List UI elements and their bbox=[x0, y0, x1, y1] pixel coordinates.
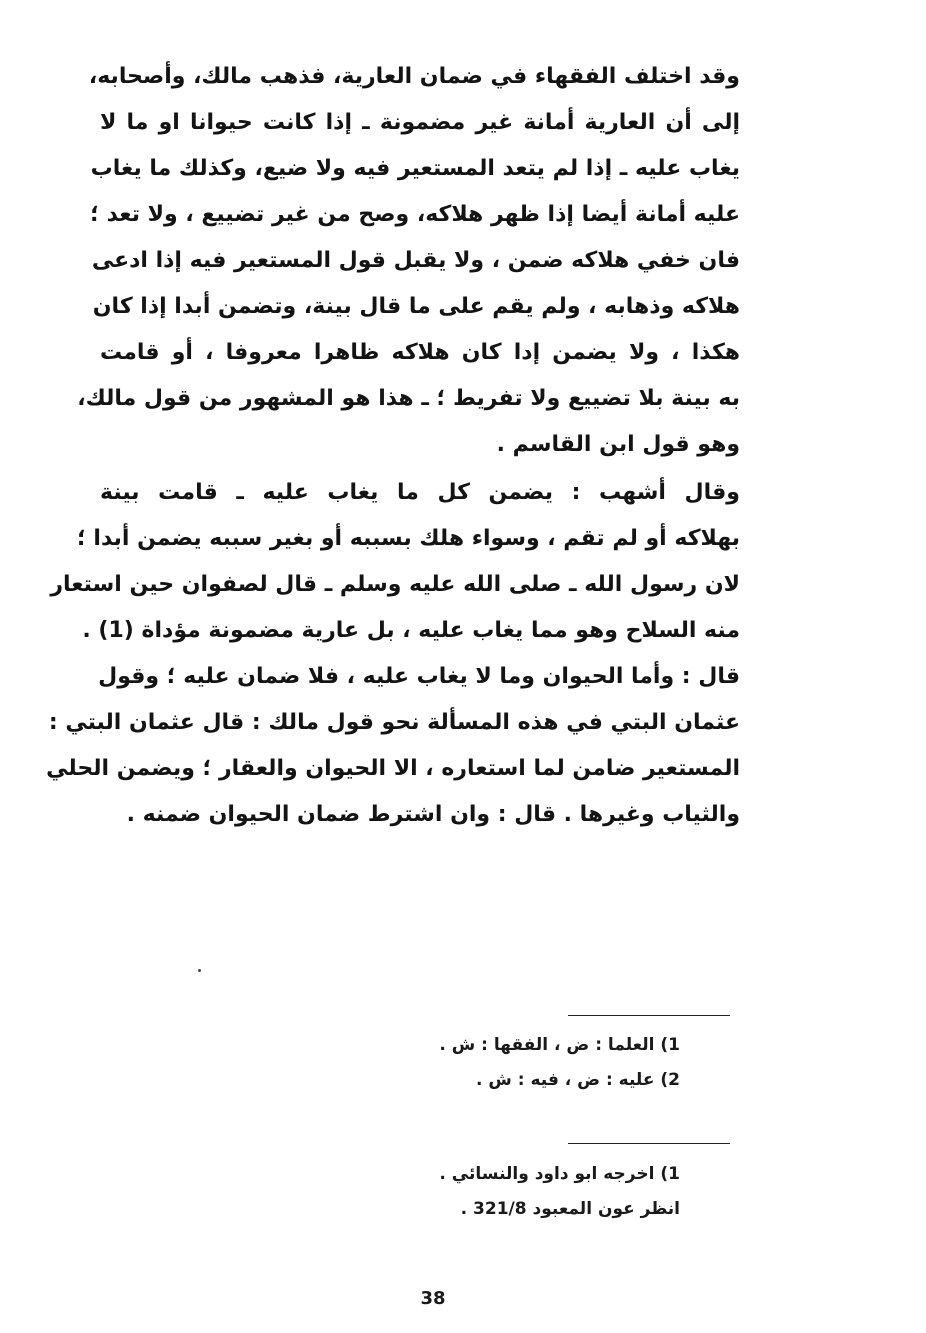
main-paragraph-1 bbox=[77, 54, 740, 468]
text-line: هكذا ، ولا يضمن إدا كان هلاكه ظاهرا معروفا ، أو قامت bbox=[100, 340, 740, 365]
text-line: لان رسول الله ـ صلى الله عليه وسلم ـ قال لصفوان حين استعار bbox=[50, 572, 740, 597]
text-line: إلى أن العارية أمانة غير مضمونة ـ إذا كانت حيوانا او ما لا bbox=[100, 110, 740, 135]
text-line: وهو قول ابن القاسم . bbox=[496, 432, 740, 457]
text-line: وقد اختلف الفقهاء في ضمان العارية، فذهب مالك، وأصحابه، bbox=[88, 64, 740, 89]
footnote-divider-sources bbox=[568, 1143, 730, 1144]
footnote-item: 2) عليه : ض ، فيه : ش . bbox=[476, 1070, 680, 1090]
text-line: هلاكه وذهابه ، ولم يقم على ما قال بينة، وتضمن أبدا إذا كان bbox=[92, 294, 740, 319]
main-paragraph-2 bbox=[46, 470, 740, 838]
text-line: منه السلاح وهو مما يغاب عليه ، بل عارية مضمونة مؤداة (1) . bbox=[82, 618, 740, 643]
text-line: والثياب وغيرها . قال : وان اشترط ضمان الحيوان ضمنه . bbox=[126, 802, 740, 827]
text-line: قال : وأما الحيوان وما لا يغاب عليه ، فلا ضمان عليه ؛ وقول bbox=[98, 664, 740, 689]
text-line: بهلاكه أو لم تقم ، وسواء هلك بسببه أو بغير سببه يضمن أبدا ؛ bbox=[76, 526, 740, 551]
scan-speck bbox=[198, 969, 201, 972]
text-line: المستعير ضامن لما استعاره ، الا الحيوان والعقار ؛ ويضمن الحلي bbox=[46, 756, 740, 781]
page-number: 38 bbox=[420, 1288, 446, 1309]
text-line: فان خفي هلاكه ضمن ، ولا يقبل قول المستعير فيه إذا ادعى bbox=[91, 248, 740, 273]
source-footnotes bbox=[380, 1157, 680, 1227]
variant-readings-footnotes bbox=[380, 1028, 680, 1098]
footnote-item: 1) اخرجه ابو داود والنسائي . bbox=[439, 1164, 680, 1184]
text-line: به بينة بلا تضييع ولا تفريط ؛ ـ هذا هو المشهور من قول مالك، bbox=[77, 386, 740, 411]
footnote-item: انظر عون المعبود 321/8 . bbox=[460, 1199, 680, 1219]
text-line: عثمان البتي في هذه المسألة نحو قول مالك : قال عثمان البتي : bbox=[48, 710, 740, 735]
footnote-divider-variants bbox=[568, 1015, 730, 1016]
text-line: وقال أشهب : يضمن كل ما يغاب عليه ـ قامت بينة bbox=[100, 480, 740, 505]
text-line: يغاب عليه ـ إذا لم يتعد المستعير فيه ولا ضيع، وكذلك ما يغاب bbox=[90, 156, 740, 181]
footnote-item: 1) العلما : ض ، الفقها : ش . bbox=[439, 1035, 680, 1055]
text-line: عليه أمانة أيضا إذا ظهر هلاكه، وصح من غير تضييع ، ولا تعد ؛ bbox=[90, 202, 740, 227]
